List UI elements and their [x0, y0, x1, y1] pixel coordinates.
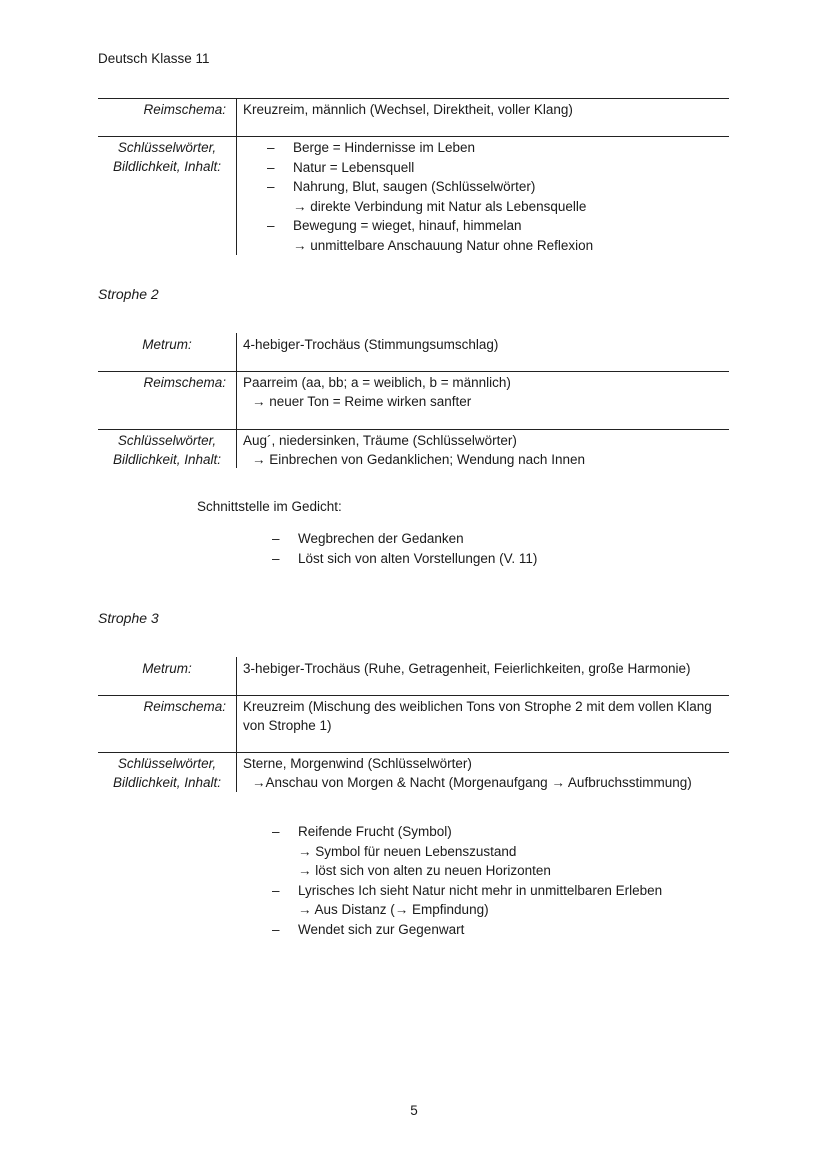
dash-bullet: –: [267, 218, 275, 233]
schnittstelle-list: [248, 529, 668, 568]
label-line: Schlüsselwörter,: [117, 433, 217, 448]
cell-line: Aug´, niedersinken, Träume (Schlüsselwörter): [243, 433, 517, 448]
label-line: Schlüsselwörter,: [117, 140, 217, 155]
list-item: – Bewegung = wieget, hinauf, himmelan: [243, 216, 729, 236]
reimschema-value: [243, 373, 729, 411]
cell-line: von Strophe 1): [243, 718, 332, 733]
dash-bullet: –: [267, 140, 275, 155]
schluessel-label: [98, 138, 236, 176]
list-item: – Nahrung, Blut, saugen (Schlüsselwörter): [243, 177, 729, 197]
schluessel-list: [243, 138, 729, 255]
dash-bullet: –: [272, 921, 280, 937]
table-rule: [98, 136, 729, 137]
cell-line: Sterne, Morgenwind (Schlüsselwörter): [243, 756, 472, 771]
dash-bullet: –: [267, 159, 275, 175]
metrum-value: 3-hebiger-Trochäus (Ruhe, Getragenheit, Feierlichkeiten, große Harmonie): [243, 661, 691, 676]
page-number: 5: [410, 1103, 418, 1118]
list-item: – Reifende Frucht (Symbol): [248, 822, 728, 842]
dash-bullet: –: [272, 824, 280, 839]
cell-line: →Anschau von Morgen & Nacht (Morgenaufgang → Aufbruchsstimmung): [252, 775, 692, 790]
schnittstelle-title: Schnittstelle im Gedicht:: [197, 499, 342, 514]
list-item: – Natur = Lebensquell: [243, 158, 729, 178]
list-subitem: → direkte Verbindung mit Natur als Lebensquelle: [293, 198, 587, 214]
dash-bullet: –: [272, 531, 280, 546]
dash-bullet: –: [272, 882, 280, 898]
list-subitem: → Aus Distanz (→ Empfindung): [298, 902, 489, 917]
metrum-label: Metrum:: [142, 661, 192, 676]
strophe-3-list: [248, 822, 728, 939]
list-subitem: → Symbol für neuen Lebenszustand: [298, 843, 517, 859]
list-item: – Löst sich von alten Vorstellungen (V. 11): [248, 549, 668, 569]
list-item: – Berge = Hindernisse im Leben: [243, 138, 729, 158]
table-divider: [236, 98, 237, 255]
table-divider: [236, 657, 237, 792]
reimschema-label: Reimschema:: [143, 102, 226, 117]
cell-line: Paarreim (aa, bb; a = weiblich, b = männlich): [243, 375, 511, 390]
page-header: Deutsch Klasse 11: [98, 51, 210, 66]
label-line: Bildlichkeit, Inhalt:: [112, 452, 222, 467]
dash-bullet: –: [267, 179, 275, 194]
schluessel-value: [243, 754, 729, 792]
reimschema-label: Reimschema:: [143, 375, 226, 390]
label-line: Bildlichkeit, Inhalt:: [112, 775, 222, 790]
schluessel-label: [98, 431, 236, 469]
table-rule: [98, 752, 729, 753]
reimschema-value: [243, 697, 729, 735]
list-item: – Lyrisches Ich sieht Natur nicht mehr in unmittelbaren Erleben: [248, 881, 728, 901]
reimschema-label: Reimschema:: [143, 699, 226, 714]
strophe-3-title: Strophe 3: [98, 610, 159, 626]
schluessel-value: [243, 431, 729, 469]
metrum-label: Metrum:: [142, 337, 192, 352]
cell-line: → neuer Ton = Reime wirken sanfter: [252, 394, 472, 409]
table-rule: [98, 695, 729, 696]
cell-line: Kreuzreim (Mischung des weiblichen Tons von Strophe 2 mit dem vollen Klang: [243, 699, 712, 714]
table-divider: [236, 333, 237, 468]
list-subitem: → löst sich von alten zu neuen Horizonten: [298, 863, 551, 878]
cell-line: → Einbrechen von Gedanklichen; Wendung nach Innen: [252, 452, 585, 467]
strophe-2-title: Strophe 2: [98, 286, 159, 302]
list-item: – Wegbrechen der Gedanken: [248, 529, 668, 549]
dash-bullet: –: [272, 550, 280, 566]
table-rule: [98, 429, 729, 430]
list-item: – Wendet sich zur Gegenwart: [248, 920, 728, 940]
label-line: Schlüsselwörter,: [117, 756, 217, 771]
metrum-value: 4-hebiger-Trochäus (Stimmungsumschlag): [243, 337, 499, 352]
schluessel-label: [98, 754, 236, 792]
label-line: Bildlichkeit, Inhalt:: [112, 159, 222, 174]
list-subitem: → unmittelbare Anschauung Natur ohne Reflexion: [293, 237, 594, 253]
table-rule: [98, 98, 729, 99]
reimschema-value: Kreuzreim, männlich (Wechsel, Direktheit, voller Klang): [243, 102, 573, 117]
table-rule: [98, 371, 729, 372]
